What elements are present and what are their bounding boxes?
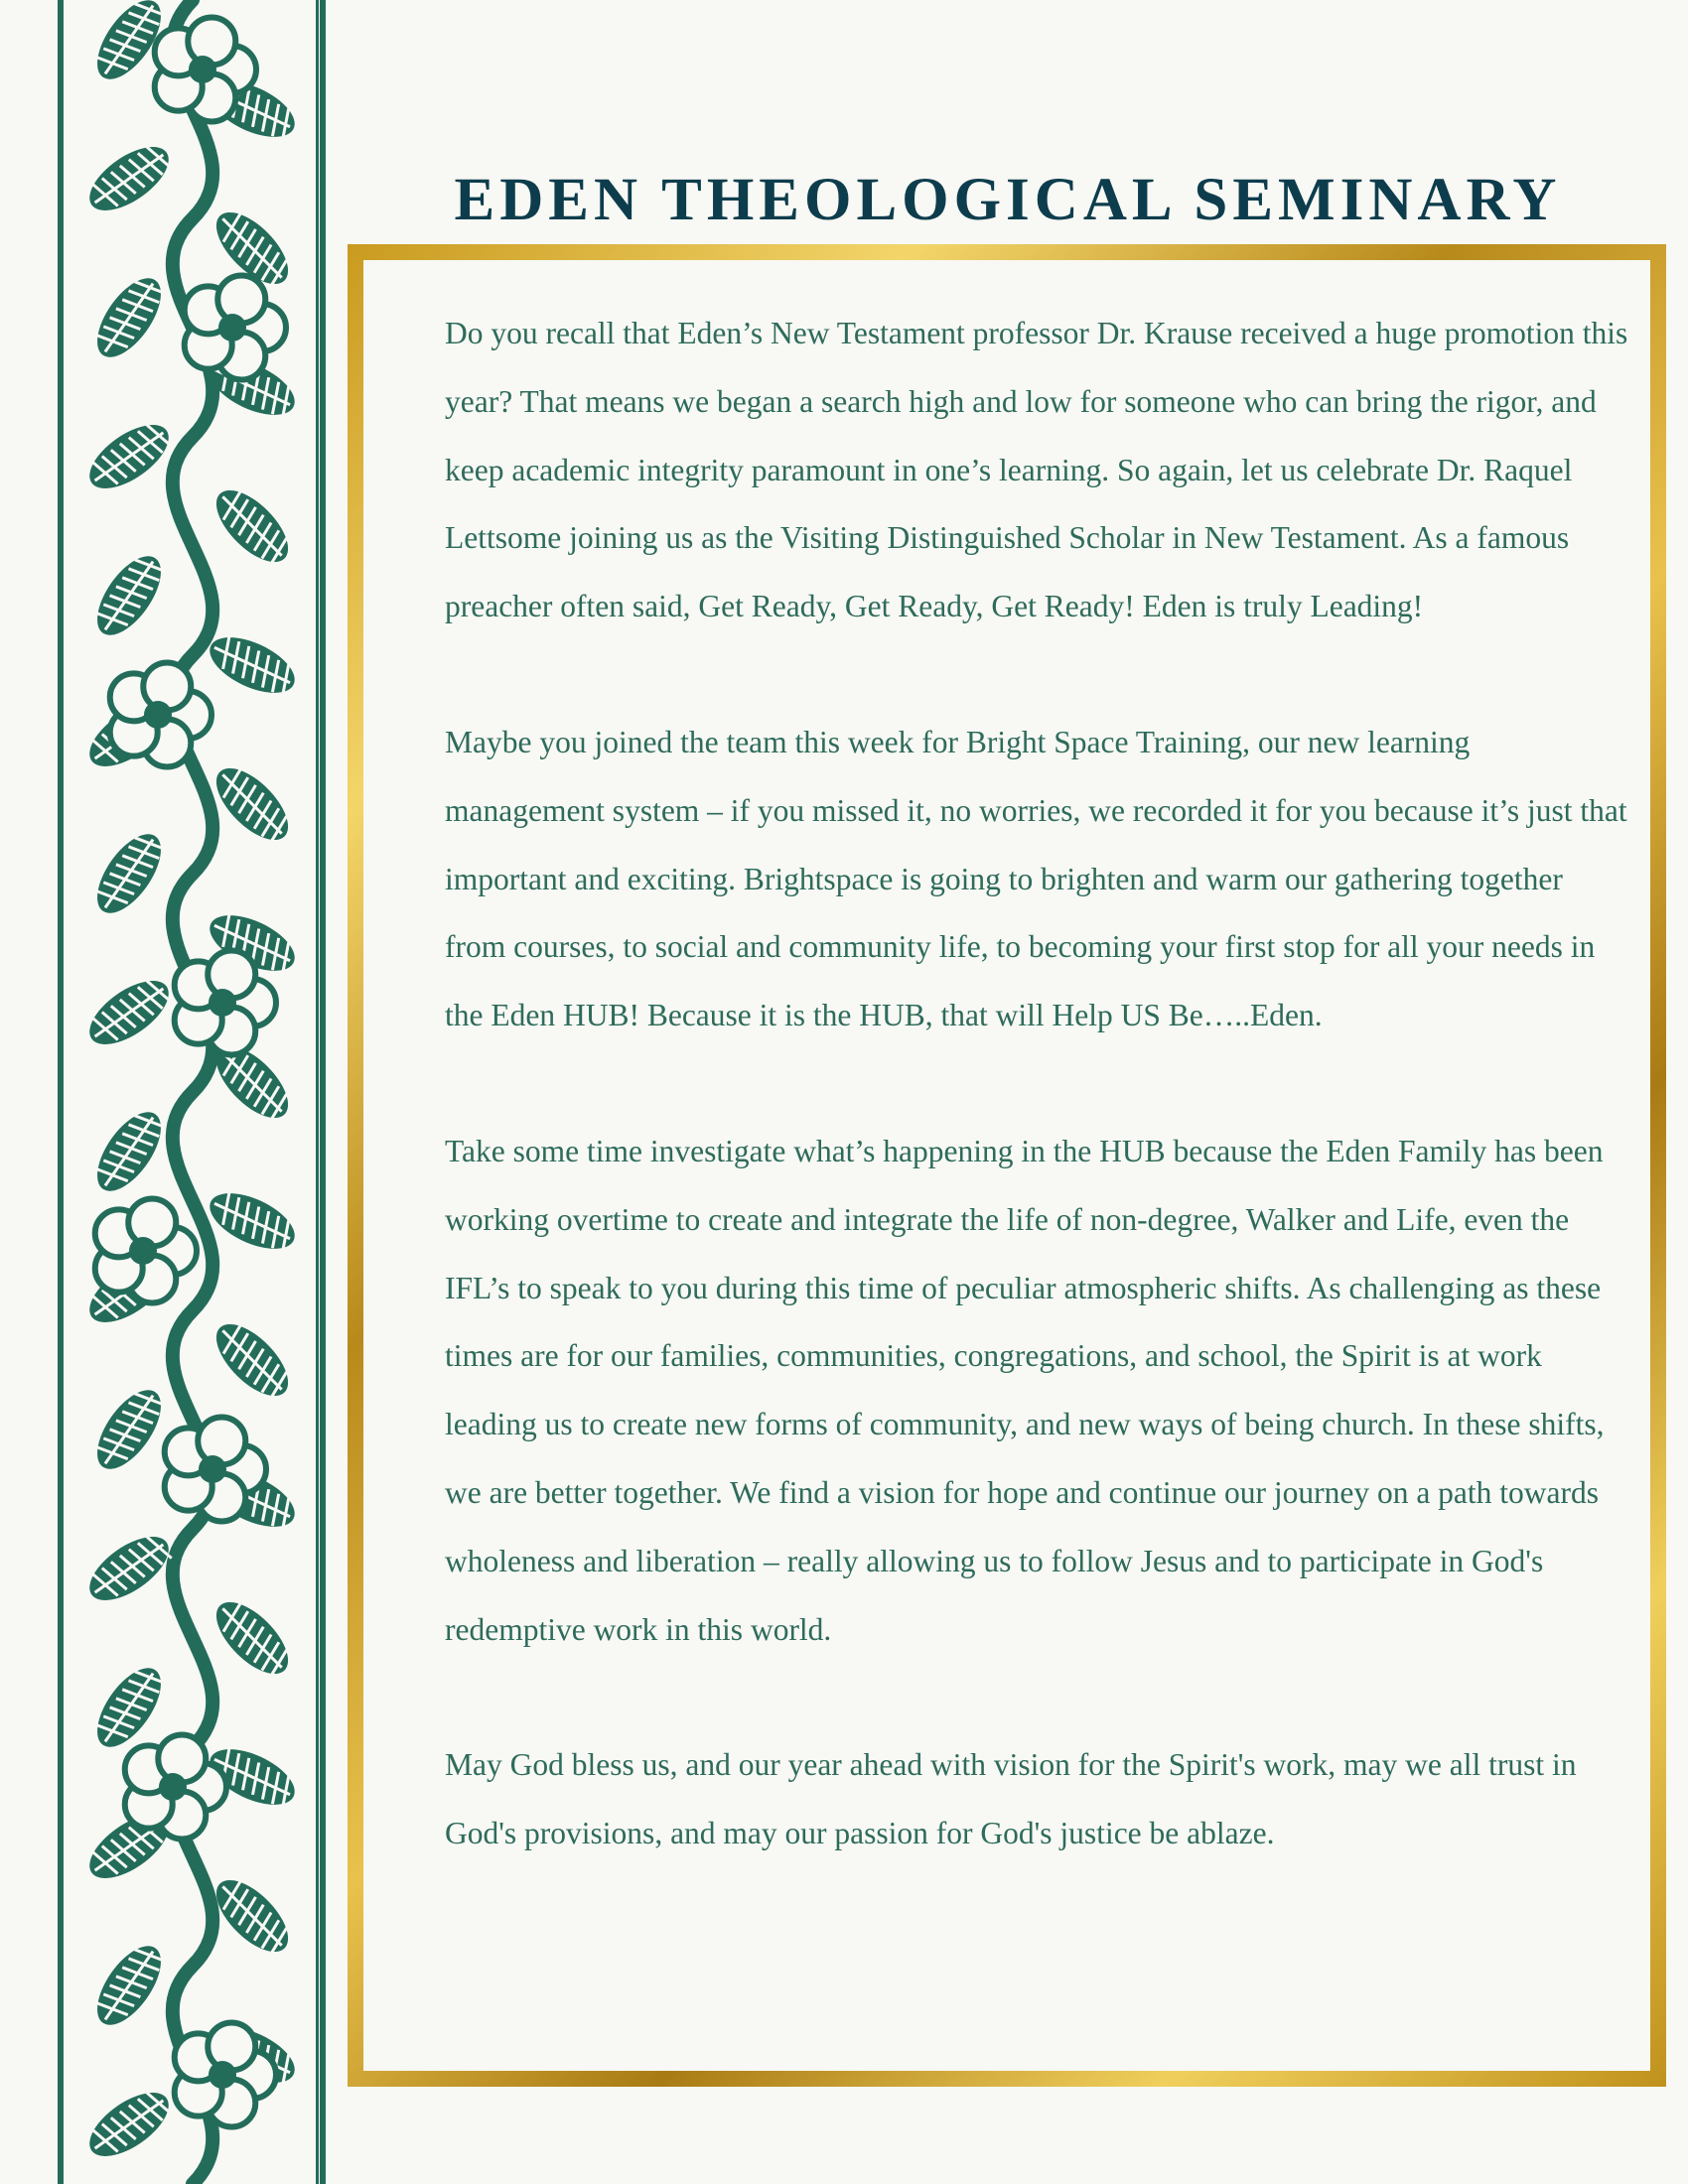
leaf-icon xyxy=(79,969,180,1057)
leaf-icon xyxy=(79,413,180,501)
flower-center xyxy=(144,701,172,729)
flower-icon xyxy=(110,662,211,766)
flower-center xyxy=(199,1455,226,1483)
leaf-icon xyxy=(85,1380,174,1480)
flower-center xyxy=(129,1237,157,1265)
flower-icon xyxy=(185,275,286,379)
leaf-icon xyxy=(85,1658,174,1758)
leaf-icon xyxy=(85,268,174,368)
flower-center xyxy=(159,1773,187,1801)
flower-center xyxy=(209,989,236,1017)
flower-icon xyxy=(95,1198,197,1302)
flower-center xyxy=(218,314,246,341)
leaf-icon xyxy=(79,1525,180,1613)
flower-icon xyxy=(125,1734,226,1839)
flower-center xyxy=(209,2061,236,2089)
leaf-icon xyxy=(85,1102,174,1202)
flower-center xyxy=(189,56,216,83)
page-title: EDEN THEOLOGICAL SEMINARY xyxy=(454,167,1562,233)
floral-vine-illustration xyxy=(64,0,320,2184)
leaf-icon xyxy=(205,1590,300,1686)
paragraph-4: May God bless us, and our year ahead with vision for the Spirit's work, may we all trust in God's provisions, and may our passion for God's justice be ablaze. xyxy=(445,1747,1577,1851)
leaf-icon xyxy=(202,626,303,705)
leaf-icon xyxy=(85,824,174,924)
gold-frame xyxy=(348,244,1666,2087)
paragraph-3: Take some time investigate what’s happening in the HUB because the Eden Family has been working overtime to create and integrate the life of non-degree, Walker and Life, even the IFL’s to speak to you during this time of peculiar atmospheric shifts. As challenging as these times are for our families, communities, congregations, and school, the Spirit is at work leading us to create new forms of community, and new ways of being church. In these shifts, we are better together. We find a vision for hope and continue our journey on a path towards wholeness and liberation – really allowing us to follow Jesus and to participate in God's redemptive work in this world. xyxy=(445,1133,1605,1647)
leaf-icon xyxy=(79,2081,180,2169)
leaf-icon xyxy=(79,135,180,223)
paragraph-2: Maybe you joined the team this week for Bright Space Training, our new learning management system – if you missed it, no worries, we recorded it for you because it’s just that important and exciting. Brightspace is going to brighten and warm our gathering together from courses, to social and community life, to becoming your first stop for all your needs in the Eden HUB! Because it is the HUB, that will Help US Be…..Eden. xyxy=(445,724,1627,1033)
leaf-icon xyxy=(205,1312,300,1408)
paragraph-1: Do you recall that Eden’s New Testament professor Dr. Krause received a huge promotion this year? That means we began a search high and low for someone who can bring the rigor, and keep academic integrity paramount in one’s learning. So again, let us celebrate Dr. Raquel Lettsome joining us as the Visiting Distinguished Scholar in New Testament. As a famous preacher often said, Get Ready, Get Ready, Get Ready! Eden is truly Leading! xyxy=(445,316,1628,624)
leaf-icon xyxy=(85,546,174,646)
floral-border-decoration xyxy=(58,0,326,2184)
text-panel xyxy=(363,260,1650,2071)
leaf-icon xyxy=(85,1936,174,2036)
leaf-icon xyxy=(205,478,300,574)
